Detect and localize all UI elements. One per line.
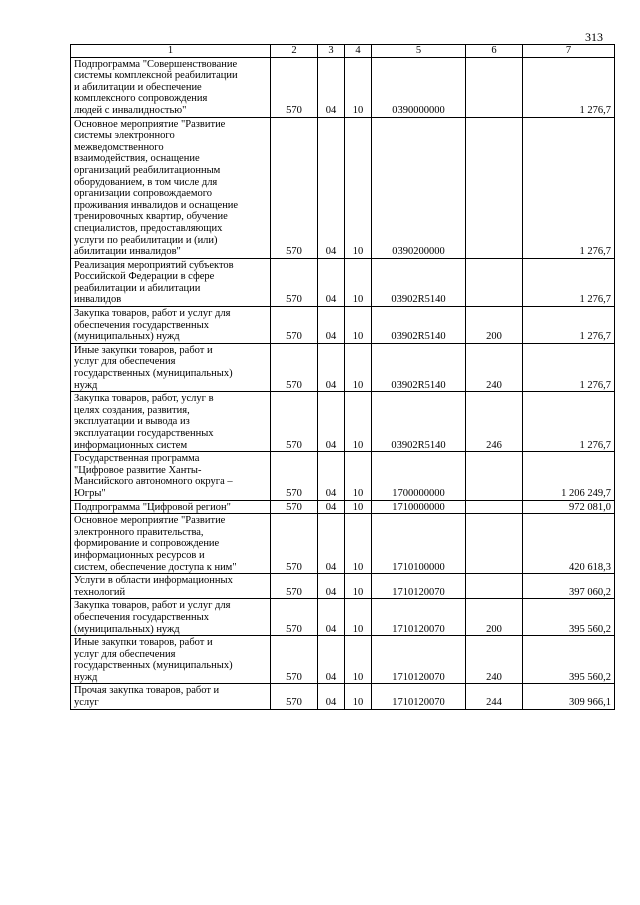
expense-type-cell: 246 <box>466 392 523 452</box>
row-name-cell: Услуги в области информационных технологий <box>71 574 271 599</box>
section-code-cell: 04 <box>318 307 345 344</box>
expense-type-cell: 200 <box>466 307 523 344</box>
table-row <box>71 500 615 514</box>
subsection-code-cell: 10 <box>345 343 372 391</box>
target-article-cell: 1710120070 <box>372 574 466 599</box>
amount-cell: 972 081,0 <box>523 500 615 514</box>
section-code-cell: 04 <box>318 500 345 514</box>
target-article-cell: 03902R5140 <box>372 258 466 306</box>
table-row <box>71 452 615 500</box>
expense-type-cell: 244 <box>466 684 523 709</box>
subsection-code-cell: 10 <box>345 636 372 684</box>
table-row <box>71 599 615 636</box>
header-cell: 6 <box>466 45 523 58</box>
target-article-cell: 03902R5140 <box>372 307 466 344</box>
ministry-code-cell: 570 <box>271 117 318 258</box>
row-name-cell: Иные закупки товаров, работ и услуг для обеспечения государственных (муниципальных) нужд <box>71 343 271 391</box>
subsection-code-cell: 10 <box>345 117 372 258</box>
ministry-code-cell: 570 <box>271 258 318 306</box>
target-article-cell: 1710120070 <box>372 599 466 636</box>
subsection-code-cell: 10 <box>345 307 372 344</box>
table-row <box>71 307 615 344</box>
section-code-cell: 04 <box>318 392 345 452</box>
header-cell: 5 <box>372 45 466 58</box>
section-code-cell: 04 <box>318 258 345 306</box>
amount-cell: 395 560,2 <box>523 636 615 684</box>
amount-cell: 1 276,7 <box>523 307 615 344</box>
section-code-cell: 04 <box>318 117 345 258</box>
amount-cell: 397 060,2 <box>523 574 615 599</box>
row-name-cell: Закупка товаров, работ, услуг в целях создания, развития, эксплуатации и вывода из эксплуатации государственных информационных систем <box>71 392 271 452</box>
page-number: 313 <box>585 30 603 44</box>
section-code-cell: 04 <box>318 514 345 574</box>
amount-cell: 1 276,7 <box>523 258 615 306</box>
subsection-code-cell: 10 <box>345 514 372 574</box>
expense-type-cell <box>466 500 523 514</box>
amount-cell: 395 560,2 <box>523 599 615 636</box>
row-name-cell: Закупка товаров, работ и услуг для обеспечения государственных (муниципальных) нужд <box>71 599 271 636</box>
budget-table <box>70 44 615 710</box>
ministry-code-cell: 570 <box>271 684 318 709</box>
expense-type-cell <box>466 574 523 599</box>
subsection-code-cell: 10 <box>345 574 372 599</box>
target-article-cell: 1700000000 <box>372 452 466 500</box>
subsection-code-cell: 10 <box>345 258 372 306</box>
amount-cell: 309 966,1 <box>523 684 615 709</box>
subsection-code-cell: 10 <box>345 599 372 636</box>
amount-cell: 1 276,7 <box>523 343 615 391</box>
section-code-cell: 04 <box>318 599 345 636</box>
expense-type-cell <box>466 258 523 306</box>
ministry-code-cell: 570 <box>271 343 318 391</box>
ministry-code-cell: 570 <box>271 392 318 452</box>
expense-type-cell: 240 <box>466 343 523 391</box>
amount-cell: 1 276,7 <box>523 117 615 258</box>
ministry-code-cell: 570 <box>271 574 318 599</box>
expense-type-cell: 200 <box>466 599 523 636</box>
ministry-code-cell: 570 <box>271 636 318 684</box>
row-name-cell: Реализация мероприятий субъектов Российской Федерации в сфере реабилитации и абилитации инвалидов <box>71 258 271 306</box>
section-code-cell: 04 <box>318 684 345 709</box>
table-row <box>71 574 615 599</box>
table-row <box>71 392 615 452</box>
subsection-code-cell: 10 <box>345 392 372 452</box>
row-name-cell: Основное мероприятие "Развитие системы электронного межведомственного взаимодействия, оснащение организаций реабилитационным оборудованием, в том числе для организации сопровождаемого проживания инвалидов и оснащение тренировочных квартир, обучение специалистов, предоставляющих услуги по реабилитации и (или) абилитации инвалидов" <box>71 117 271 258</box>
expense-type-cell <box>466 57 523 117</box>
expense-type-cell <box>466 452 523 500</box>
header-cell: 4 <box>345 45 372 58</box>
table-row <box>71 117 615 258</box>
section-code-cell: 04 <box>318 574 345 599</box>
subsection-code-cell: 10 <box>345 57 372 117</box>
row-name-cell: Иные закупки товаров, работ и услуг для обеспечения государственных (муниципальных) нужд <box>71 636 271 684</box>
target-article-cell: 1710100000 <box>372 514 466 574</box>
table-row <box>71 258 615 306</box>
ministry-code-cell: 570 <box>271 307 318 344</box>
target-article-cell: 1710120070 <box>372 684 466 709</box>
target-article-cell: 1710000000 <box>372 500 466 514</box>
ministry-code-cell: 570 <box>271 57 318 117</box>
header-cell: 2 <box>271 45 318 58</box>
ministry-code-cell: 570 <box>271 599 318 636</box>
ministry-code-cell: 570 <box>271 514 318 574</box>
ministry-code-cell: 570 <box>271 500 318 514</box>
target-article-cell: 03902R5140 <box>372 392 466 452</box>
expense-type-cell: 240 <box>466 636 523 684</box>
target-article-cell: 0390200000 <box>372 117 466 258</box>
subsection-code-cell: 10 <box>345 452 372 500</box>
amount-cell: 1 206 249,7 <box>523 452 615 500</box>
row-name-cell: Подпрограмма "Совершенствование системы комплексной реабилитации и абилитации и обеспечение комплексного сопровождения людей с инвалидностью" <box>71 57 271 117</box>
section-code-cell: 04 <box>318 636 345 684</box>
row-name-cell: Подпрограмма "Цифровой регион" <box>71 500 271 514</box>
amount-cell: 420 618,3 <box>523 514 615 574</box>
subsection-code-cell: 10 <box>345 500 372 514</box>
target-article-cell: 03902R5140 <box>372 343 466 391</box>
table-row <box>71 684 615 709</box>
expense-type-cell <box>466 514 523 574</box>
row-name-cell: Государственная программа "Цифровое развитие Ханты- Мансийского автономного округа – Югры" <box>71 452 271 500</box>
section-code-cell: 04 <box>318 57 345 117</box>
header-cell: 7 <box>523 45 615 58</box>
subsection-code-cell: 10 <box>345 684 372 709</box>
amount-cell: 1 276,7 <box>523 392 615 452</box>
row-name-cell: Прочая закупка товаров, работ и услуг <box>71 684 271 709</box>
ministry-code-cell: 570 <box>271 452 318 500</box>
section-code-cell: 04 <box>318 452 345 500</box>
table-row <box>71 636 615 684</box>
table-row <box>71 343 615 391</box>
table-row <box>71 57 615 117</box>
expense-type-cell <box>466 117 523 258</box>
table-header-row <box>71 45 615 58</box>
section-code-cell: 04 <box>318 343 345 391</box>
header-cell: 3 <box>318 45 345 58</box>
header-cell: 1 <box>71 45 271 58</box>
amount-cell: 1 276,7 <box>523 57 615 117</box>
row-name-cell: Основное мероприятие "Развитие электронного правительства, формирование и сопровождение информационных ресурсов и систем, обеспечение доступа к ним" <box>71 514 271 574</box>
row-name-cell: Закупка товаров, работ и услуг для обеспечения государственных (муниципальных) нужд <box>71 307 271 344</box>
table-row <box>71 514 615 574</box>
target-article-cell: 1710120070 <box>372 636 466 684</box>
target-article-cell: 0390000000 <box>372 57 466 117</box>
